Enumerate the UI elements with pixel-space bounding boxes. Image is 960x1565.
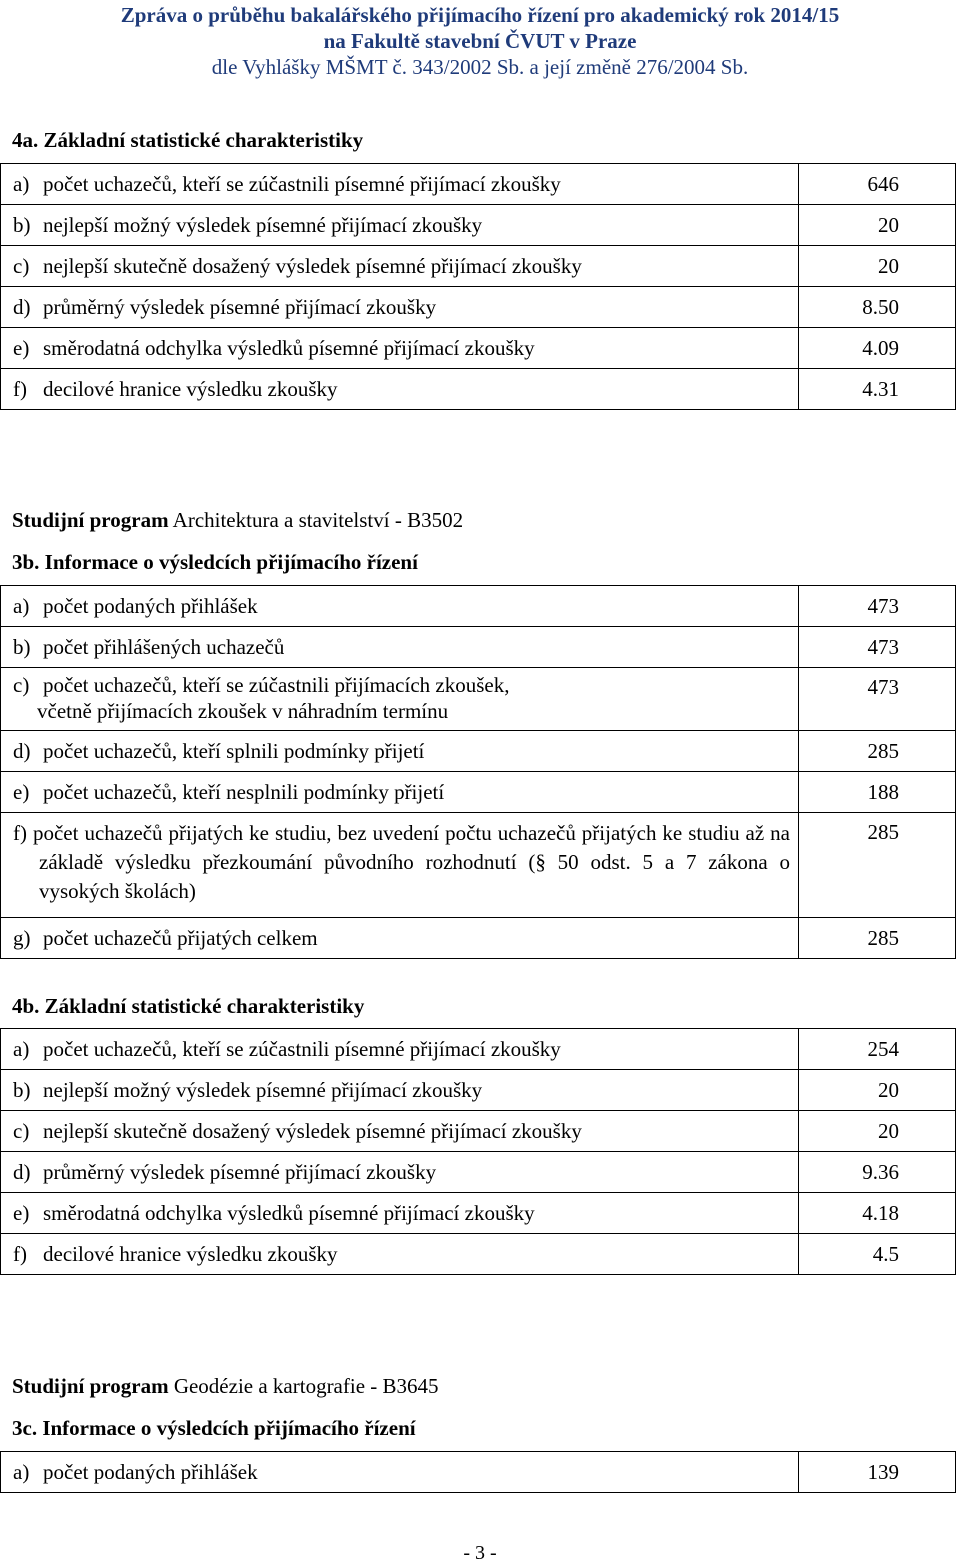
row-label: průměrný výsledek písemné přijímací zkoušky [43, 1160, 437, 1184]
study-program-b3645 [12, 1374, 439, 1399]
row-label: nejlepší skutečně dosažený výsledek písemné přijímací zkoušky [43, 1119, 582, 1143]
row-label: směrodatná odchylka výsledků písemné přijímací zkoušky [43, 336, 535, 360]
row-letter: b) [13, 213, 31, 237]
table-row [1, 1234, 956, 1275]
table-row [1, 627, 956, 668]
table-row [1, 772, 956, 813]
row-letter: d) [13, 739, 31, 763]
row-value: 646 [799, 164, 956, 205]
row-value: 473 [799, 668, 956, 731]
row-value: 285 [799, 813, 956, 918]
row-label: nejlepší možný výsledek písemné přijímací zkoušky [43, 1078, 483, 1102]
row-letter: a) [13, 594, 30, 618]
row-label: počet podaných přihlášek [43, 1460, 258, 1484]
row-letter: e) [13, 780, 30, 804]
row-letter: e) [13, 1201, 30, 1225]
row-value: 20 [799, 1111, 956, 1152]
table-4a [0, 163, 956, 410]
table-3c [0, 1451, 956, 1493]
row-label: průměrný výsledek písemné přijímací zkoušky [43, 295, 437, 319]
row-label: počet uchazečů, kteří nesplnili podmínky přijetí [43, 780, 445, 804]
row-value: 285 [799, 918, 956, 959]
row-label: počet uchazečů přijatých celkem [43, 926, 318, 950]
row-value: 4.31 [799, 369, 956, 410]
row-letter: f) [13, 1242, 27, 1266]
study-program-b3502 [12, 508, 463, 533]
row-letter: b) [13, 635, 31, 659]
row-letter: g) [13, 926, 31, 950]
row-value: 8.50 [799, 287, 956, 328]
row-label: nejlepší skutečně dosažený výsledek písemné přijímací zkoušky [43, 254, 582, 278]
row-value: 20 [799, 1070, 956, 1111]
program-prefix: Studijní program [12, 508, 169, 532]
section-3b-title: 3b. Informace o výsledcích přijímacího řízení [12, 550, 418, 574]
row-label: počet podaných přihlášek [43, 594, 258, 618]
row-letter: a) [13, 172, 30, 196]
row-value: 473 [799, 586, 956, 627]
table-row [1, 731, 956, 772]
document-header [0, 0, 960, 84]
program-prefix: Studijní program [12, 1374, 169, 1398]
row-value: 20 [799, 246, 956, 287]
row-label-continuation: včetně přijímacích zkoušek v náhradním termínu [37, 699, 449, 723]
page-number: - 3 - [463, 1542, 497, 1564]
row-letter: d) [13, 295, 31, 319]
table-row [1, 1111, 956, 1152]
row-label: decilové hranice výsledku zkoušky [43, 1242, 338, 1266]
table-row [1, 1029, 956, 1070]
row-label: počet uchazečů přijatých ke studiu, bez uvedení počtu uchazečů přijatých ke studiu až na základě výsledku přezkoumání původního rozhodnutí (§ 50 odst. 5 a 7 zákona o vysokých školách) [32, 821, 790, 903]
row-label: počet uchazečů, kteří splnili podmínky přijetí [43, 739, 425, 763]
table-row [1, 586, 956, 627]
row-letter: c) [13, 1119, 30, 1143]
table-row [1, 668, 956, 731]
table-row [1, 1152, 956, 1193]
row-label: počet uchazečů, kteří se zúčastnili přijímacích zkoušek, [43, 673, 510, 697]
header-regulation: dle Vyhlášky MŠMT č. 343/2002 Sb. a její změně 276/2004 Sb. [211, 55, 749, 79]
row-value: 4.18 [799, 1193, 956, 1234]
table-row [1, 287, 956, 328]
row-label: počet přihlášených uchazečů [43, 635, 285, 659]
row-letter: d) [13, 1160, 31, 1184]
row-value: 473 [799, 627, 956, 668]
row-letter: b) [13, 1078, 31, 1102]
row-value: 9.36 [799, 1152, 956, 1193]
row-label: decilové hranice výsledku zkoušky [43, 377, 338, 401]
row-letter: a) [13, 1460, 30, 1484]
row-value: 20 [799, 205, 956, 246]
table-row [1, 246, 956, 287]
section-4a-title: 4a. Základní statistické charakteristiky [12, 128, 364, 152]
table-row [1, 205, 956, 246]
table-3b [0, 585, 956, 959]
table-4b [0, 1028, 956, 1275]
program-name: Geodézie a kartografie - B3645 [173, 1374, 439, 1398]
row-value: 4.09 [799, 328, 956, 369]
table-row [1, 164, 956, 205]
section-4b-title: 4b. Základní statistické charakteristiky [12, 994, 365, 1018]
table-row [1, 918, 956, 959]
row-label: počet uchazečů, kteří se zúčastnili písemné přijímací zkoušky [43, 1037, 561, 1061]
table-row [1, 813, 956, 918]
row-label: směrodatná odchylka výsledků písemné přijímací zkoušky [43, 1201, 535, 1225]
row-letter: c) [13, 673, 30, 697]
row-label: nejlepší možný výsledek písemné přijímací zkoušky [43, 213, 483, 237]
header-faculty: na Fakultě stavební ČVUT v Praze [323, 29, 637, 53]
table-row [1, 1070, 956, 1111]
row-value: 254 [799, 1029, 956, 1070]
table-row [1, 1193, 956, 1234]
table-row [1, 369, 956, 410]
row-letter: f) [13, 377, 27, 401]
header-title: Zpráva o průběhu bakalářského přijímacího řízení pro akademický rok 2014/15 [120, 3, 840, 27]
row-letter: c) [13, 254, 30, 278]
row-letter: a) [13, 1037, 30, 1061]
row-value: 4.5 [799, 1234, 956, 1275]
table-row [1, 1452, 956, 1493]
row-value: 188 [799, 772, 956, 813]
row-letter: e) [13, 336, 30, 360]
row-letter: f) [13, 821, 27, 845]
table-row [1, 328, 956, 369]
row-label: počet uchazečů, kteří se zúčastnili písemné přijímací zkoušky [43, 172, 561, 196]
section-3c-title: 3c. Informace o výsledcích přijímacího řízení [12, 1416, 416, 1440]
row-value: 139 [799, 1452, 956, 1493]
row-value: 285 [799, 731, 956, 772]
program-name: Architektura a stavitelství - B3502 [172, 508, 464, 532]
